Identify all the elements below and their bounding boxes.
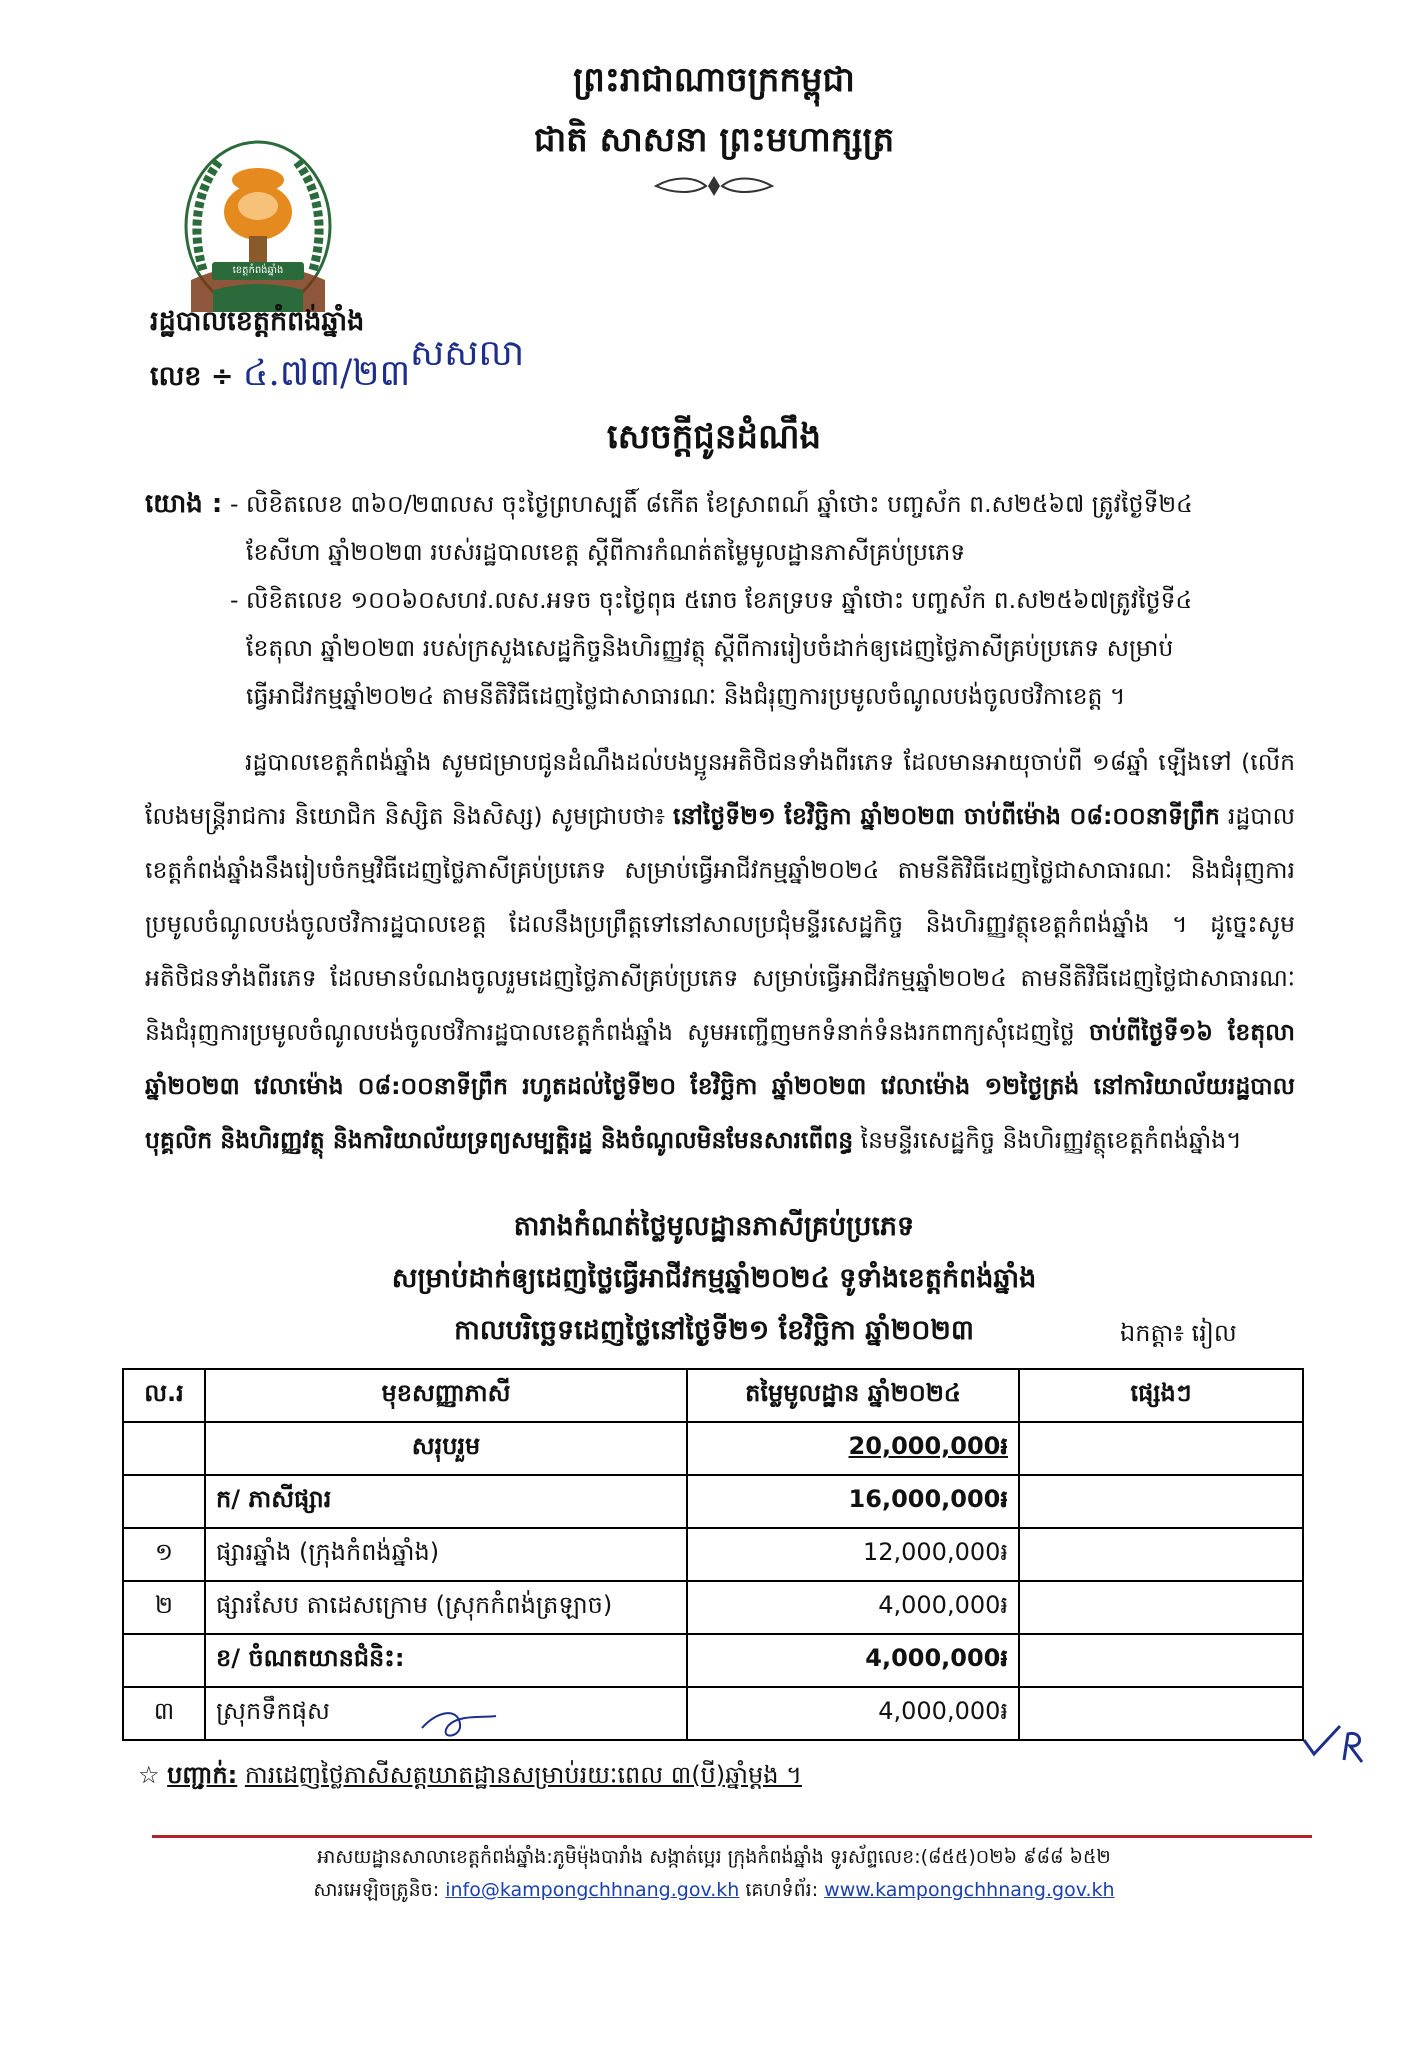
row-1-value: 12,000,000៛ [687,1528,1019,1581]
reference-item-1 [230,480,1310,720]
table-row-group-b [123,1634,1303,1687]
document-title: សេចក្តីជូនដំណឹង [606,417,822,457]
header-other: ផ្សេងៗ [1019,1369,1303,1422]
footer-divider [152,1835,1312,1838]
reference-2-line-3: ធ្វើអាជីវកម្មឆ្នាំ២០២៤ តាមនីតិវិធីដេញថ្លៃជាសាធារណៈ និងជំរុញការប្រមូលចំណូលបង់ចូលថវិកាខេត្ត ។ [246,682,1126,710]
row-1-no: ១ [123,1528,205,1581]
row-3-name: ស្រុកទឹកផុស [205,1687,687,1740]
body-text-3: នៃមន្ទីរសេដ្ឋកិច្ច និងហិរញ្ញវត្ថុខេត្តកំពង់ឆ្នាំង។ [853,1126,1242,1154]
document-number [150,350,410,403]
header-tax-item: មុខសញ្ញាភាសី [205,1369,687,1422]
header-base-price: តម្លៃមូលដ្ឋាន ឆ្នាំ២០២៤ [687,1369,1019,1422]
table-row [123,1687,1303,1740]
reference-1-line-2: ខែសីហា ឆ្នាំ២០២៣ របស់រដ្ឋបាលខេត្ត ស្តីពីការកំណត់តម្លៃមូលដ្ឋានភាសីគ្រប់ប្រភេទ [246,538,966,566]
row-2-no: ២ [123,1581,205,1634]
web-label: គេហទំព័រ: [745,1879,819,1901]
body-text-2: រដ្ឋបាលខេត្តកំពង់ឆ្នាំងនឹងរៀបចំកម្មវិធីដេញថ្លៃភាសីគ្រប់ប្រភេទ សម្រាប់ធ្វើអាជីវកម្មឆ្នាំ២០២៤ តាមនីតិវិធីដេញថ្លៃជាសាធារណៈ និងជំរុញការប្រមូលចំណូលបង់ចូលថវិការដ្ឋបាលខេត្ត ដែលនឹងប្រព្រឹត្តទៅនៅសាលប្រជុំមន្ទីរសេដ្ឋកិច្ច និងហិរញ្ញវត្ថុខេត្តកំពង់ឆ្នាំង ។ ដូច្នេះសូមអតិថិជនទាំងពីរភេទ ដែលមានបំណងចូលរួមដេញថ្លៃភាសីគ្រប់ប្រភេទ សម្រាប់ធ្វើអាជីវកម្មឆ្នាំ២០២៤ តាមនីតិវិធីដេញថ្លៃជាសាធារណៈ និងជំរុញការប្រមូលចំណូលបង់ចូលថវិការដ្ឋបាលខេត្តកំពង់ឆ្នាំង សូមអញ្ជើញមកទំនាក់ទំនងរកពាក្យសុំដេញថ្លៃ [145,802,1295,1046]
body-text-1: រដ្ឋបាលខេត្តកំពង់ឆ្នាំង សូមជម្រាបជូនដំណឹងដល់បងប្អូនអតិថិជនទាំងពីរភេទ ដែលមានអាយុចាប់ពី ១៨ឆ្នាំ ឡើងទៅ (លើកលែងមន្ត្រីរាជការ និយោជិក និស្សិត និងសិស្ស) សូមជ្រាបថា៖ [145,748,1295,830]
footnote [138,1760,802,1795]
application-period: ចាប់ពីថ្ងៃទី១៦ ខែតុលា ឆ្នាំ២០២៣ វេលាម៉ោង ០៨:០០នាទីព្រឹក រហូតដល់ថ្ងៃទី២០ ខែវិច្ឆិកា ឆ្នាំ២០២៣ វេលាម៉ោង ១២ថ្ងៃត្រង់ នៅការិយាល័យរដ្ឋបាល បុគ្គលិក និងហិរញ្ញវត្ថុ និងការិយាល័យទ្រព្យសម្បត្តិរដ្ឋ និងចំណូលមិនមែនសារពើពន្ធ [145,1018,1295,1154]
provincial-emblem-icon [183,140,333,312]
table-row-total [123,1422,1303,1475]
total-value: 20,000,000៛ [687,1422,1019,1475]
star-icon: ☆ [138,1761,160,1789]
table-row-group-a [123,1475,1303,1528]
reference-1-line-1: - លិខិតលេខ ៣៦០/២៣លស ចុះថ្ងៃព្រហស្បតិ៍ ៨កើត ខែស្រាពណ៍ ឆ្នាំថោះ បញ្ចស័ក ព.ស២៥៦៧ ត្រូវថ្ងៃទី២៤ [230,490,1193,518]
table-row [123,1581,1303,1634]
handwritten-annotation: សសលា [410,333,525,374]
email-link[interactable]: info@kampongchhnang.gov.kh [445,1879,740,1901]
table-title-line-1: តារាងកំណត់ថ្លៃមូលដ្ឋានភាសីគ្រប់ប្រភេទ [513,1211,915,1242]
handwritten-flourish-icon [418,1704,498,1744]
base-price-table [122,1368,1304,1741]
footer-contact [0,1878,1428,1906]
kingdom-title: ព្រះរាជាណាចក្រកម្ពុជា [573,60,855,100]
footer-address: អាសយដ្ឋានសាលាខេត្តកំពង់ឆ្នាំង:ភូមិម៉ុងបារាំង សង្កាត់ប្អេរ ក្រុងកំពង់ឆ្នាំង ទូរស័ព្ទលេខ:(៨៥៥)០២៦ ៩៨៨ ៦៥២ [317,1846,1111,1868]
row-2-name: ផ្សារសែប តាដេសក្រោម (ស្រុកកំពង់ត្រឡាច) [205,1581,687,1634]
group-a-label: ក/ ភាសីផ្សារ [205,1475,687,1528]
references-label: យោង : [145,489,223,519]
ornament-divider-icon [654,172,774,200]
footnote-label: បញ្ជាក់: [167,1761,238,1789]
number-handwritten: ៤.៧៣/២៣ [242,353,411,394]
row-1-name: ផ្សារឆ្នាំង (ក្រុងកំពង់ឆ្នាំង) [205,1528,687,1581]
table-header-row [123,1369,1303,1422]
auction-date: នៅថ្ងៃទី២១ ខែវិច្ឆិកា ឆ្នាំ២០២៣ ចាប់ពីម៉ោង ០៨:០០នាទីព្រឹក [673,802,1220,830]
row-2-value: 4,000,000៛ [687,1581,1019,1634]
issuing-authority: រដ្ឋបាលខេត្តកំពង់ឆ្នាំង [150,306,365,337]
emblem-caption: ខេត្តកំពង់ឆ្នាំង [212,262,304,280]
reference-2-line-2: ខែតុលា ឆ្នាំ២០២៣ របស់ក្រសួងសេដ្ឋកិច្ចនិងហិរញ្ញវត្ថុ ស្តីពីការរៀបចំដាក់ឲ្យដេញថ្លៃភាសីគ្រប់ប្រភេទ សម្រាប់ [246,634,1174,662]
footnote-text: ការដេញថ្លៃភាសីសត្តឃាតដ្ឋានសម្រាប់រយៈពេល ៣(បី)ឆ្នាំម្តង ។ [244,1761,802,1789]
group-a-value: 16,000,000៛ [687,1475,1019,1528]
group-b-label: ខ/ ចំណតយានជំនិះ: [205,1634,687,1687]
website-link[interactable]: www.kampongchhnang.gov.kh [824,1879,1115,1901]
motto: ជាតិ សាសនា ព្រះមហាក្សត្រ [533,120,895,160]
table-title-line-3: កាលបរិច្ឆេទដេញថ្លៃនៅថ្ងៃទី២១ ខែវិច្ឆិកា ឆ្នាំ២០២៣ [454,1315,974,1346]
row-3-no: ៣ [123,1687,205,1740]
handwritten-initials-icon [1300,1720,1370,1770]
notice-body [145,735,1295,1167]
number-label: លេខ ÷ [150,361,234,392]
table-row [123,1528,1303,1581]
header-no: ល.រ [123,1369,205,1422]
row-3-value: 4,000,000៛ [687,1687,1019,1740]
reference-2-line-1: - លិខិតលេខ ១០០៦០សហវ.លស.អទច ចុះថ្ងៃពុធ ៥រោច ខែភទ្របទ ឆ្នាំថោះ បញ្ចស័ក ព.ស២៥៦៧ត្រូវថ្ងៃទី៤ [230,586,1193,614]
email-label: សារអេឡិចត្រូនិច: [313,1879,440,1901]
currency-unit: ឯកត្តា៖ រៀល [1120,1319,1237,1347]
group-b-value: 4,000,000៛ [687,1634,1019,1687]
table-title-line-2: សម្រាប់ដាក់ឲ្យដេញថ្លៃធ្វើអាជីវកម្មឆ្នាំ២០២៤ ទូទាំងខេត្តកំពង់ឆ្នាំង [391,1263,1037,1294]
total-label: សរុបរួម [205,1422,687,1475]
